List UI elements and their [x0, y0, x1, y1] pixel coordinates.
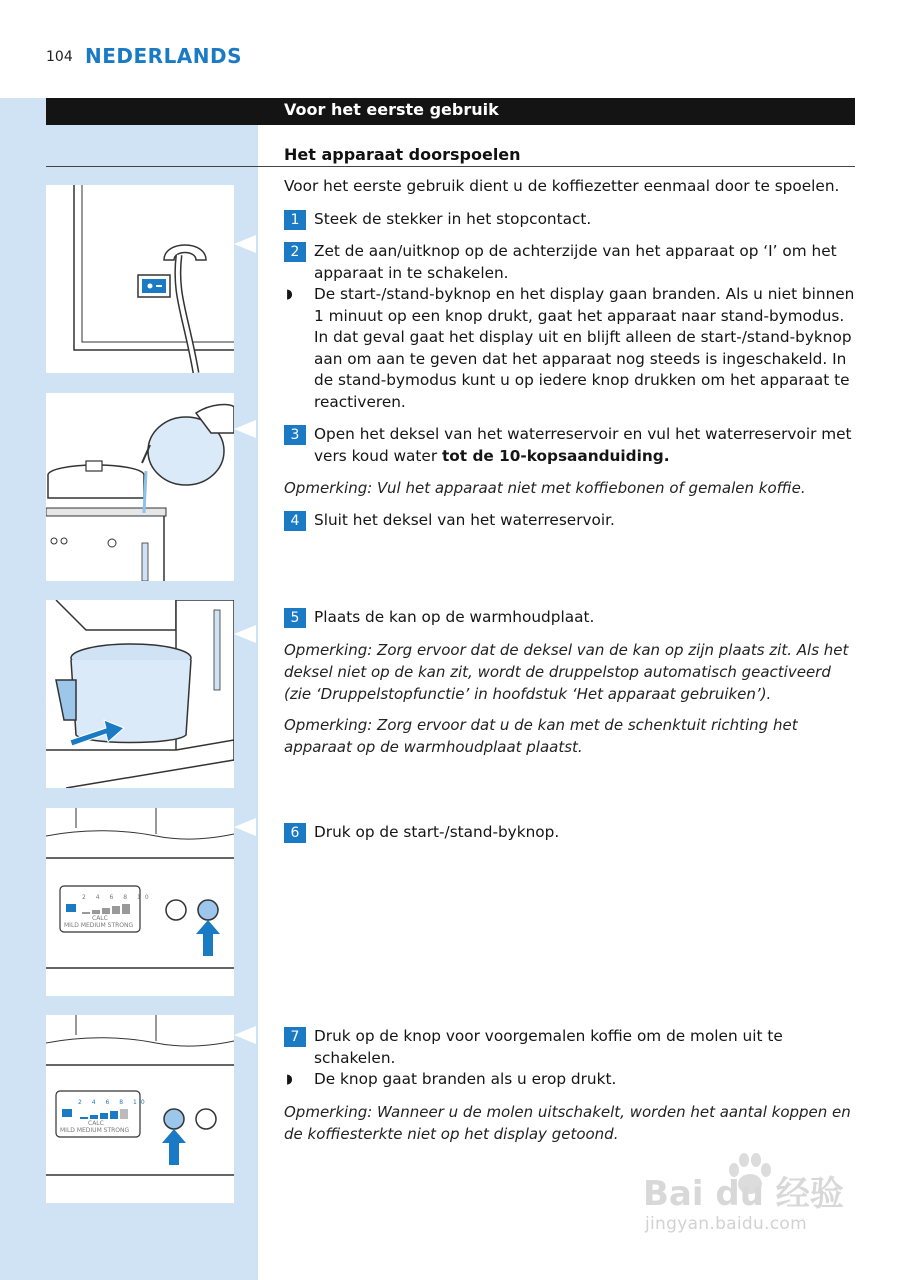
illustration-place-jug	[46, 600, 234, 788]
step-text: Sluit het deksel van het waterreservoir.	[314, 511, 615, 529]
step-text: Druk op de knop voor voorgemalen koffie om de molen uit te schakelen.	[314, 1027, 783, 1067]
strength-label: MILD MEDIUM STRONG	[60, 1127, 130, 1134]
step-number: 5	[284, 608, 306, 628]
step-5	[284, 607, 859, 629]
callout-pointer	[234, 818, 256, 836]
divider	[46, 166, 855, 167]
cup-labels: 2 4 6 8 10	[78, 1099, 149, 1106]
step-1	[284, 209, 859, 231]
callout-pointer	[234, 420, 256, 438]
step-number: 7	[284, 1027, 306, 1047]
watermark-url: jingyan.baidu.com	[645, 1214, 807, 1234]
step-3	[284, 424, 859, 467]
illustration-control-panel-grinder	[46, 1015, 234, 1203]
bullet-standby	[284, 284, 859, 413]
bullet-icon: ◗	[286, 287, 293, 302]
step-number: 6	[284, 823, 306, 843]
step-number: 2	[284, 242, 306, 262]
note-2: Opmerking: Zorg ervoor dat de deksel van de kan op zijn plaats zit. Als het deksel niet op de kan zit, wordt de druppelstop automatisch geactiveerd (zie ‘Druppelstopfunctie’ in hoofdstuk ‘Het apparaat gebruiken’).	[284, 641, 849, 703]
subsection-title: Het apparaat doorspoelen	[284, 145, 521, 164]
illustration-control-panel-start	[46, 808, 234, 996]
step-number: 1	[284, 210, 306, 230]
strength-label: MILD MEDIUM STRONG	[64, 922, 134, 929]
step-text-bold: tot de 10-kopsaanduiding.	[441, 446, 670, 465]
illustration-power-switch	[46, 185, 234, 373]
step-6	[284, 822, 859, 844]
bullet-icon: ◗	[286, 1072, 293, 1087]
calc-label: CALC	[92, 915, 108, 922]
watermark-logo: Bai du 经验	[643, 1174, 844, 1214]
language-heading: NEDERLANDS	[85, 44, 243, 68]
callout-pointer	[234, 235, 256, 253]
callout-pointer	[234, 1026, 256, 1044]
callout-pointer	[234, 625, 256, 643]
step-7	[284, 1026, 859, 1069]
step-number: 3	[284, 425, 306, 445]
cup-labels: 2 4 6 8 10	[82, 894, 153, 901]
step-number: 4	[284, 511, 306, 531]
step-text: Open het deksel van het waterreservoir en vul het waterreservoir met vers koud water	[314, 425, 852, 465]
calc-label: CALC	[88, 1120, 104, 1127]
illustration-fill-water	[46, 393, 234, 581]
intro-text: Voor het eerste gebruik dient u de koffiezetter eenmaal door te spoelen.	[284, 177, 840, 195]
step-text: Druk op de start-/stand-byknop.	[314, 823, 560, 841]
step-4	[284, 510, 859, 532]
note-1: Opmerking: Vul het apparaat niet met koffiebonen of gemalen koffie.	[284, 479, 806, 497]
bullet-text: De knop gaat branden als u erop drukt.	[314, 1070, 617, 1088]
step-2	[284, 241, 859, 284]
note-4: Opmerking: Wanneer u de molen uitschakelt, worden het aantal koppen en de koffiesterkte niet op het display getoond.	[284, 1103, 851, 1143]
bullet-button-lights	[284, 1069, 859, 1091]
step-text: Zet de aan/uitknop op de achterzijde van het apparaat op ‘I’ om het apparaat in te schakelen.	[314, 242, 837, 282]
section-title: Voor het eerste gebruik	[284, 100, 499, 119]
step-text: Plaats de kan op de warmhoudplaat.	[314, 608, 595, 626]
page-number: 104	[46, 49, 73, 65]
bullet-text: De start-/stand-byknop en het display gaan branden. Als u niet binnen 1 minuut op een knop drukt, gaat het apparaat naar stand-bymodus. In dat geval gaat het display uit en blijft alleen de start-/stand-byknop aan om aan te geven dat het apparaat nog steeds is ingeschakeld. In de stand-bymodus kunt u op iedere knop drukken om het apparaat te reactiveren.	[314, 285, 855, 411]
step-text: Steek de stekker in het stopcontact.	[314, 210, 592, 228]
note-3: Opmerking: Zorg ervoor dat u de kan met de schenktuit richting het apparaat op de warmhoudplaat plaatst.	[284, 716, 798, 756]
